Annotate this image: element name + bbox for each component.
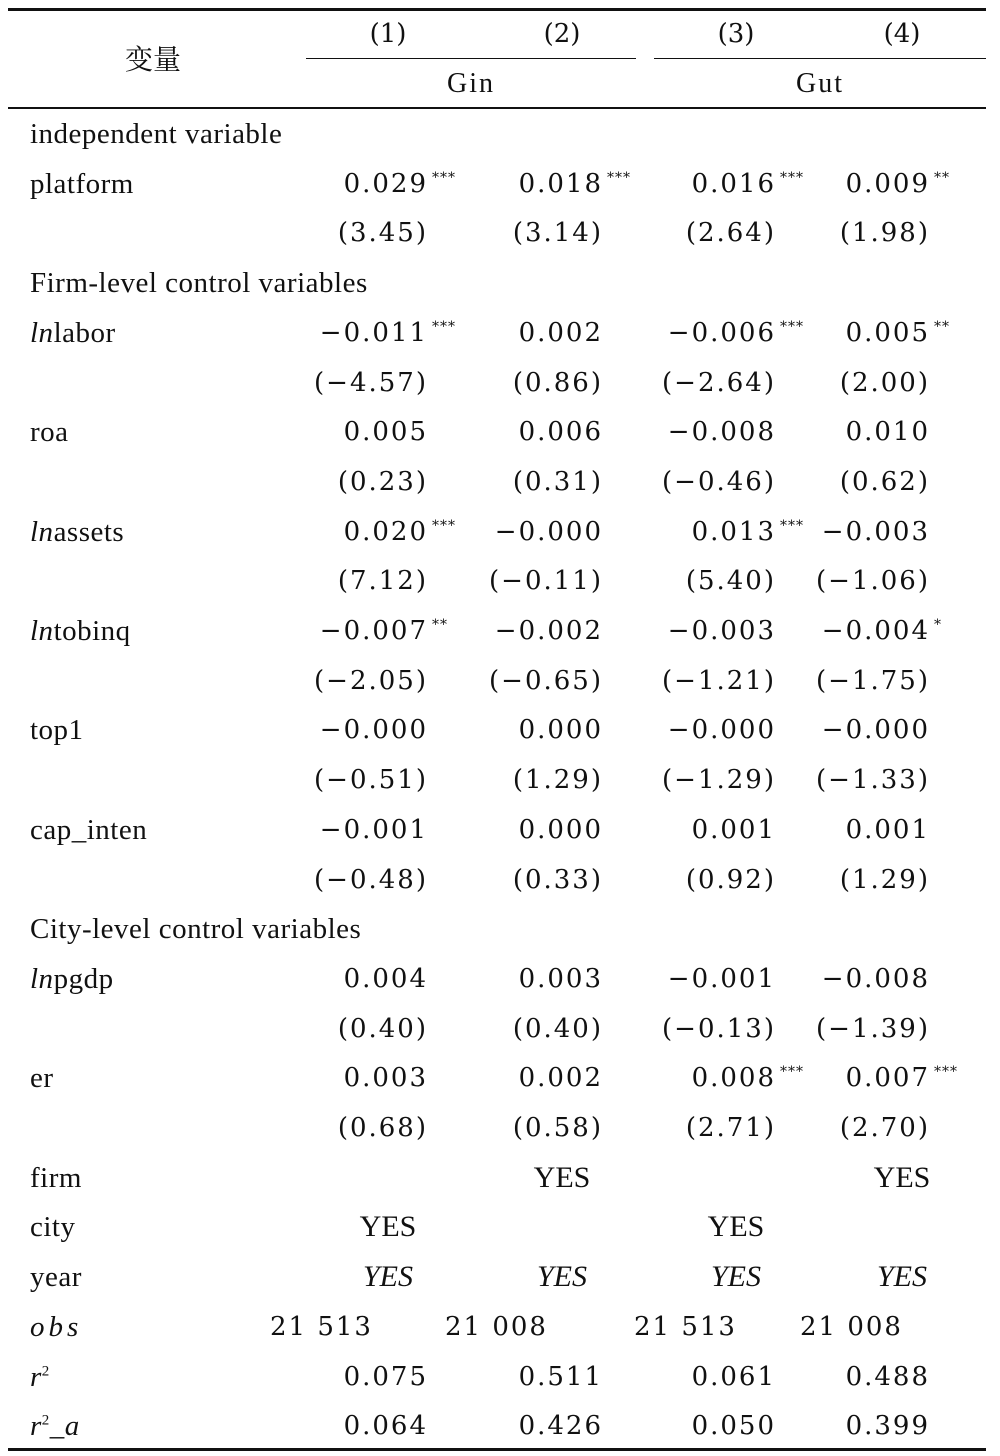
section-heading: City-level control variables — [30, 913, 362, 945]
cell-value: 0.016 — [691, 169, 776, 199]
table-cell — [740, 516, 930, 548]
table-cell — [413, 1062, 603, 1094]
table-cell — [740, 317, 970, 349]
cell-value: 0.064 — [343, 1411, 428, 1441]
row-label-suffix: _a — [49, 1410, 80, 1442]
cell-value: (−0.46) — [662, 467, 776, 497]
table-cell — [238, 1361, 428, 1393]
cell-value: 0.511 — [518, 1362, 603, 1392]
significance-stars: ** — [432, 617, 448, 634]
table-cell — [238, 466, 428, 498]
table-cell — [740, 565, 930, 597]
row-label-text: top1 — [30, 714, 84, 746]
cell-value: (−1.21) — [662, 666, 776, 696]
fixed-effect-indicator: YES — [876, 1260, 927, 1293]
cell-value: (0.58) — [512, 1113, 603, 1143]
row-label — [30, 1211, 76, 1243]
row-label-text: labor — [53, 317, 116, 349]
row-label-text: year — [30, 1261, 82, 1293]
cell-value: (−2.05) — [314, 666, 428, 696]
cell-value: −0.003 — [667, 616, 776, 646]
cell-value: (−1.33) — [816, 765, 930, 795]
table-cell — [413, 615, 603, 647]
row-label — [30, 317, 116, 349]
cell-value: −0.001 — [319, 815, 428, 845]
table-cell — [238, 864, 428, 896]
header-bottom-rule — [8, 107, 986, 109]
row-label-text: assets — [53, 516, 125, 548]
row-label — [30, 416, 69, 448]
table-cell — [740, 1062, 970, 1094]
cell-value: −0.002 — [494, 616, 603, 646]
row-label — [30, 1361, 50, 1393]
cell-value: −0.001 — [667, 964, 776, 994]
table-cell — [740, 714, 930, 746]
table-cell — [740, 1361, 930, 1393]
table-cell — [413, 416, 603, 448]
row-label-text: pgdp — [53, 963, 114, 995]
cell-value: 0.008 — [691, 1063, 776, 1093]
fixed-effect-indicator: YES — [359, 1210, 417, 1243]
cell-value: 0.010 — [845, 417, 930, 447]
cell-value: 0.001 — [691, 815, 776, 845]
table-cell — [413, 565, 603, 597]
cell-value: (−1.39) — [816, 1014, 930, 1044]
table-cell — [238, 814, 428, 846]
row-label — [30, 168, 134, 200]
top-rule — [8, 8, 986, 11]
table-cell — [413, 317, 603, 349]
row-label — [30, 1062, 54, 1094]
cell-value: −0.007 — [319, 616, 428, 646]
cell-value: (−1.75) — [816, 666, 930, 696]
variable-header: 变量 — [125, 43, 182, 76]
cell-value: 0.018 — [518, 169, 603, 199]
cell-value: 0.001 — [845, 815, 930, 845]
gin-group-rule — [306, 58, 636, 59]
cell-value: (2.00) — [839, 368, 930, 398]
row-label — [30, 963, 114, 995]
cell-value: −0.000 — [821, 715, 930, 745]
cell-value: (0.68) — [337, 1113, 428, 1143]
cell-value: 0.013 — [691, 517, 776, 547]
row-label-text: roa — [30, 416, 69, 448]
table-cell — [740, 615, 970, 647]
cell-value: (−0.48) — [314, 865, 428, 895]
table-cell — [740, 665, 930, 697]
row-label-prefix: ln — [30, 615, 54, 647]
table-cell — [413, 217, 603, 249]
cell-value: 0.061 — [691, 1362, 776, 1392]
table-cell — [740, 217, 930, 249]
group-header: Gin — [447, 68, 495, 99]
table-cell — [238, 714, 428, 746]
column-header: (2) — [543, 19, 581, 49]
row-label-superscript: 2 — [41, 1363, 50, 1380]
table-cell — [740, 864, 930, 896]
table-cell — [238, 1062, 428, 1094]
significance-stars: *** — [780, 518, 804, 535]
significance-stars: *** — [432, 518, 456, 535]
cell-value: 0.004 — [343, 964, 428, 994]
fixed-effect-indicator: YES — [873, 1161, 931, 1194]
cell-value: 0.005 — [845, 318, 930, 348]
cell-value: (0.33) — [512, 865, 603, 895]
table-cell — [740, 1112, 930, 1144]
cell-value: 0.006 — [518, 417, 603, 447]
cell-value: (2.71) — [685, 1113, 776, 1143]
row-label — [30, 1311, 82, 1343]
cell-value: 0.000 — [518, 815, 603, 845]
table-cell — [413, 516, 603, 548]
row-label — [30, 1162, 82, 1194]
significance-stars: *** — [780, 170, 804, 187]
cell-value: 0.002 — [518, 1063, 603, 1093]
table-cell — [413, 665, 603, 697]
cell-value: (−1.29) — [662, 765, 776, 795]
cell-value: 0.399 — [845, 1411, 930, 1441]
table-cell — [740, 367, 930, 399]
cell-value: (−0.13) — [662, 1014, 776, 1044]
table-cell — [740, 416, 930, 448]
observation-count: 21 008 — [445, 1312, 548, 1342]
row-label-text: obs — [30, 1311, 83, 1343]
significance-stars: ** — [934, 319, 950, 336]
cell-value: (−1.06) — [816, 566, 930, 596]
cell-value: −0.008 — [821, 964, 930, 994]
row-label — [30, 615, 131, 647]
cell-value: (−0.65) — [489, 666, 603, 696]
cell-value: −0.000 — [667, 715, 776, 745]
fixed-effect-indicator: YES — [536, 1260, 587, 1293]
section-heading: Firm-level control variables — [30, 267, 368, 299]
row-label-prefix: ln — [30, 963, 54, 995]
row-label — [30, 714, 84, 746]
cell-value: 0.029 — [343, 169, 428, 199]
gut-group-rule — [654, 58, 986, 59]
table-cell — [413, 1013, 603, 1045]
cell-value: (−0.51) — [314, 765, 428, 795]
table-cell — [413, 714, 603, 746]
cell-value: −0.008 — [667, 417, 776, 447]
cell-value: 0.003 — [343, 1063, 428, 1093]
group-header: Gut — [796, 68, 844, 99]
cell-value: 0.426 — [518, 1411, 603, 1441]
cell-value: (−2.64) — [662, 368, 776, 398]
cell-value: (0.62) — [839, 467, 930, 497]
table-cell — [238, 565, 428, 597]
row-label-text: r — [30, 1410, 42, 1442]
table-cell — [413, 764, 603, 796]
row-label-prefix: ln — [30, 317, 54, 349]
cell-value: (1.98) — [839, 218, 930, 248]
fixed-effect-indicator: YES — [707, 1210, 765, 1243]
table-cell — [238, 416, 428, 448]
cell-value: −0.000 — [319, 715, 428, 745]
table-cell — [413, 367, 603, 399]
cell-value: (0.40) — [512, 1014, 603, 1044]
table-cell — [740, 814, 930, 846]
row-label-text: cap_inten — [30, 814, 148, 846]
observation-count: 21 513 — [634, 1312, 737, 1342]
row-label-text: er — [30, 1062, 54, 1094]
table-cell — [413, 963, 603, 995]
table-cell — [413, 1112, 603, 1144]
cell-value: 0.050 — [691, 1411, 776, 1441]
table-cell — [238, 665, 428, 697]
section-heading: independent variable — [30, 118, 283, 150]
table-cell — [413, 864, 603, 896]
column-header: (3) — [717, 19, 755, 49]
table-cell — [238, 1112, 428, 1144]
significance-stars: * — [934, 617, 942, 634]
significance-stars: ** — [934, 170, 950, 187]
cell-value: 0.075 — [343, 1362, 428, 1392]
observation-count: 21 008 — [800, 1312, 903, 1342]
table-cell — [413, 1361, 603, 1393]
cell-value: 0.002 — [518, 318, 603, 348]
row-label-text: r — [30, 1361, 42, 1393]
row-label-text: tobinq — [53, 615, 131, 647]
cell-value: (−0.11) — [489, 566, 603, 596]
cell-value: 0.020 — [343, 517, 428, 547]
table-cell — [238, 764, 428, 796]
bottom-rule — [8, 1448, 986, 1451]
row-label-text: platform — [30, 168, 134, 200]
cell-value: (7.12) — [337, 566, 428, 596]
column-header: (4) — [883, 19, 921, 49]
table-cell — [740, 168, 970, 200]
cell-value: −0.006 — [667, 318, 776, 348]
table-cell — [238, 367, 428, 399]
row-label — [30, 516, 124, 548]
fixed-effect-indicator: YES — [362, 1260, 413, 1293]
row-label-superscript: 2 — [41, 1412, 50, 1429]
row-label — [30, 1261, 82, 1293]
cell-value: 0.009 — [845, 169, 930, 199]
cell-value: −0.004 — [821, 616, 930, 646]
cell-value: (3.45) — [337, 218, 428, 248]
significance-stars: *** — [780, 319, 804, 336]
table-cell — [740, 963, 930, 995]
fixed-effect-indicator: YES — [533, 1161, 591, 1194]
row-label-prefix: ln — [30, 516, 54, 548]
row-label — [30, 1410, 80, 1442]
cell-value: (2.64) — [685, 218, 776, 248]
cell-value: 0.003 — [518, 964, 603, 994]
row-label-text: city — [30, 1211, 76, 1243]
cell-value: (0.31) — [512, 467, 603, 497]
row-label-text: firm — [30, 1162, 82, 1194]
observation-count: 21 513 — [270, 1312, 373, 1342]
cell-value: (5.40) — [685, 566, 776, 596]
table-cell — [238, 1410, 428, 1442]
cell-value: (−4.57) — [314, 368, 428, 398]
cell-value: −0.003 — [821, 517, 930, 547]
significance-stars: *** — [934, 1064, 958, 1081]
cell-value: −0.000 — [494, 517, 603, 547]
cell-value: (2.70) — [839, 1113, 930, 1143]
fixed-effect-indicator: YES — [710, 1260, 761, 1293]
significance-stars: *** — [780, 1064, 804, 1081]
table-cell — [238, 963, 428, 995]
cell-value: 0.007 — [845, 1063, 930, 1093]
significance-stars: *** — [432, 170, 456, 187]
table-cell — [238, 217, 428, 249]
table-cell — [740, 1410, 930, 1442]
cell-value: 0.488 — [845, 1362, 930, 1392]
table-cell — [238, 1013, 428, 1045]
cell-value: −0.011 — [319, 318, 428, 348]
cell-value: (0.40) — [337, 1014, 428, 1044]
table-cell — [413, 814, 603, 846]
table-cell — [740, 466, 930, 498]
significance-stars: *** — [607, 170, 631, 187]
table-cell — [740, 1013, 930, 1045]
cell-value: (0.23) — [337, 467, 428, 497]
row-label — [30, 814, 147, 846]
significance-stars: *** — [432, 319, 456, 336]
column-header: (1) — [369, 19, 407, 49]
cell-value: (1.29) — [512, 765, 603, 795]
table-cell — [740, 764, 930, 796]
cell-value: (0.86) — [512, 368, 603, 398]
cell-value: (0.92) — [685, 865, 776, 895]
table-cell — [413, 1410, 603, 1442]
cell-value: (1.29) — [839, 865, 930, 895]
table-cell — [413, 466, 603, 498]
cell-value: (3.14) — [512, 218, 603, 248]
cell-value: 0.000 — [518, 715, 603, 745]
cell-value: 0.005 — [343, 417, 428, 447]
